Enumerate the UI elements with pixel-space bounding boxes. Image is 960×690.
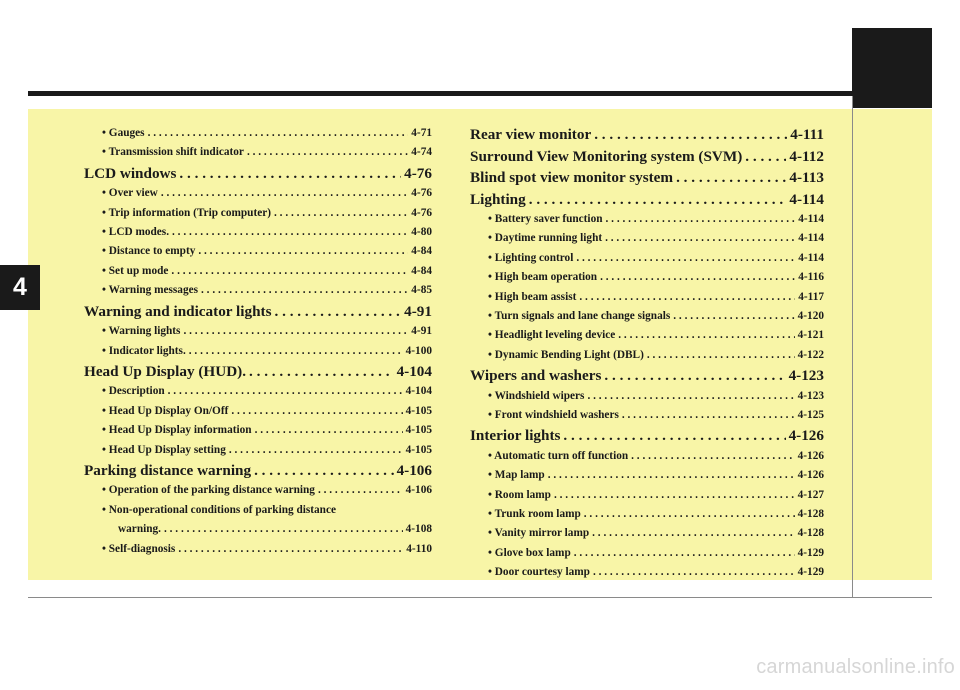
dot-leader [594,124,787,146]
dot-leader [647,346,795,365]
toc-page-number: 4-110 [406,542,432,555]
toc-entry-title: • Vanity mirror lamp [488,527,590,540]
toc-page-number: 4-105 [405,404,432,417]
toc-page-number: 4-108 [405,523,432,536]
dot-leader [179,163,401,185]
toc-page-number: 4-123 [788,367,824,385]
toc-entry-title: • Head Up Display information [102,424,252,437]
toc-entry-title: • Set up mode [102,264,169,277]
dot-leader [673,307,794,326]
toc-subsection-entry[interactable] [84,322,432,341]
toc-entry-title: • Glove box lamp [488,546,571,559]
toc-page-number: 4-126 [797,449,824,462]
toc-section-entry[interactable] [470,425,824,447]
toc-subsection-entry[interactable] [84,481,432,500]
toc-entry-title: • Head Up Display On/Off [102,404,229,417]
dot-leader [554,486,795,505]
dot-leader [318,481,403,500]
toc-page-number: 4-104 [405,385,432,398]
toc-entry-title: Parking distance warning [84,461,252,479]
toc-entry-title: • Operation of the parking distance warning [102,484,315,497]
corner-tab-block [852,28,932,108]
toc-entry-title: Interior lights [470,427,561,445]
toc-section-entry[interactable] [84,163,432,185]
dot-leader [255,421,403,440]
dot-leader [579,288,795,307]
toc-entry-title: • Lighting control [488,251,574,264]
toc-subsection-entry[interactable] [84,184,432,203]
toc-entry-title: • Battery saver function [488,213,603,225]
toc-entry-title: Head Up Display (HUD). [84,362,247,380]
dot-leader [587,387,794,406]
toc-subsection-entry[interactable] [470,326,824,345]
toc-page-number: 4-84 [411,245,432,258]
toc-page-number: 4-105 [405,424,432,437]
toc-page-number: 4-123 [797,389,824,402]
toc-subsection-entry[interactable] [84,382,432,401]
dot-leader [178,540,403,559]
toc-entry-continued[interactable]: • Non-operational conditions of parking distance [102,503,336,516]
toc-entry-title: • Distance to empty [102,245,196,258]
toc-section-entry[interactable] [470,167,824,189]
toc-page-number: 4-71 [411,127,432,139]
chapter-tab[interactable]: 4 [0,265,40,310]
toc-page-number: 4-113 [789,169,824,186]
toc-page-number: 4-106 [396,461,432,479]
dot-leader [164,520,403,539]
toc-page-number: 4-85 [411,284,432,297]
toc-page-number: 4-128 [797,508,824,521]
dot-leader [605,229,795,248]
dot-leader [249,361,394,383]
toc-section-entry[interactable] [470,124,824,146]
toc-page-number: 4-116 [798,271,824,284]
toc-subsection-entry[interactable] [84,223,432,242]
toc-page-number: 4-126 [788,427,824,445]
toc-page-number: 4-127 [797,488,824,501]
dot-leader [622,406,795,425]
toc-page-number: 4-121 [797,329,824,342]
toc-entry-title: Rear view monitor [470,126,592,143]
toc-entry-title: • Indicator lights. [102,344,186,357]
dot-leader [247,143,408,162]
toc-page-number: 4-128 [797,527,824,540]
dot-leader [745,146,786,168]
dot-leader [275,301,402,323]
toc-subsection-entry[interactable] [470,307,824,326]
dot-leader [189,342,403,361]
dot-leader [171,262,408,281]
toc-entry-title: • Daytime running light [488,232,603,245]
toc-subsection-entry[interactable] [470,346,824,365]
toc-entry-title: • Transmission shift indicator [102,146,244,159]
toc-page-number: 4-111 [790,126,824,143]
toc-entry-title: • Self-diagnosis [102,542,176,555]
toc-entry-title: • Windshield wipers [488,389,585,402]
toc-subsection-entry[interactable] [84,281,432,300]
toc-subsection-entry[interactable] [84,520,432,539]
toc-entry-title: • Gauges [102,127,145,139]
toc-subsection-entry[interactable] [84,262,432,281]
toc-page-number: 4-114 [798,251,824,264]
toc-entry-title: • High beam assist [488,290,577,303]
dot-leader [600,268,795,287]
toc-page-number: 4-100 [405,344,432,357]
toc-entry-title: • Description [102,385,165,398]
toc-section-entry[interactable] [84,460,432,482]
toc-page-number: 4-105 [405,443,432,456]
toc-page-number: 4-117 [798,290,824,303]
toc-page-number: 4-76 [411,187,432,200]
toc-entry-title: • Door courtesy lamp [488,566,590,579]
footer-rule [28,597,932,598]
dot-leader [584,505,795,524]
toc-subsection-entry[interactable] [470,563,824,582]
toc-section-entry[interactable] [470,365,824,387]
header-rule [28,91,932,96]
toc-entry-title: • Trunk room lamp [488,508,581,521]
toc-page-number: 4-106 [405,484,432,497]
toc-page-number: 4-74 [411,146,432,159]
toc-entry-title: Wipers and washers [470,367,602,385]
dot-leader [604,365,785,387]
toc-page-number: 4-122 [797,348,824,361]
toc-page-number: 4-125 [797,409,824,422]
dot-leader [548,466,795,485]
toc-entry-title: • Dynamic Bending Light (DBL) [488,348,644,361]
toc-page-number: 4-80 [411,226,432,239]
toc-subsection-entry[interactable] [84,402,432,421]
toc-subsection-entry[interactable] [84,342,432,361]
dot-leader [563,425,785,447]
toc-subsection-entry[interactable] [470,544,824,563]
toc-entry-title: Surround View Monitoring system (SVM) [470,147,743,165]
margin-rule [852,96,853,598]
toc-right-column [470,124,824,583]
toc-section-entry[interactable] [84,361,432,383]
toc-entry-title: • Turn signals and lane change signals [488,309,671,322]
toc-subsection-entry[interactable] [470,447,824,466]
toc-page-number: 4-114 [798,232,824,245]
toc-entry-title: • LCD modes. [102,226,170,239]
toc-section-entry[interactable] [470,146,824,168]
toc-subsection-entry[interactable] [470,249,824,268]
toc-subsection-entry[interactable] [470,387,824,406]
dot-leader [161,184,408,203]
dot-leader [676,167,786,189]
toc-entry-title: Blind spot view monitor system [470,169,674,186]
dot-leader [148,124,409,143]
toc-page-number: 4-84 [411,264,432,277]
toc-entry-title: Warning and indicator lights [84,302,272,320]
toc-section-entry[interactable] [470,189,824,211]
dot-leader [593,563,795,582]
toc-page-number: 4-91 [404,302,432,320]
dot-leader [574,544,795,563]
toc-subsection-entry[interactable] [470,268,824,287]
toc-page-number: 4-76 [411,206,432,219]
toc-entry-title: warning. [118,523,161,536]
dot-leader [576,249,795,268]
dot-leader [254,460,393,482]
site-watermark: carmanualsonline.info [756,656,955,678]
toc-subsection-entry[interactable] [470,524,824,543]
toc-subsection-entry[interactable] [84,143,432,162]
toc-subsection-entry[interactable] [84,421,432,440]
toc-subsection-entry[interactable] [470,210,824,229]
toc-entry-title: • Map lamp [488,469,545,482]
toc-subsection-entry[interactable] [470,505,824,524]
dot-leader [631,447,794,466]
toc-subsection-entry[interactable] [470,486,824,505]
toc-subsection-entry[interactable] [84,204,432,223]
toc-page-number: 4-129 [797,546,824,559]
toc-page-number: 4-112 [789,147,824,165]
toc-entry-title: • Over view [102,187,158,200]
dot-leader [183,322,408,341]
toc-page-number: 4-76 [404,164,432,182]
toc-subsection-entry[interactable] [84,441,432,460]
toc-subsection-entry[interactable] [470,229,824,248]
dot-leader [172,223,408,242]
toc-page-number: 4-129 [797,566,824,579]
toc-subsection-entry[interactable] [470,406,824,425]
dot-leader [606,210,796,229]
dot-leader [229,441,403,460]
toc-entry-title: • Automatic turn off function [488,449,629,462]
dot-leader [198,242,408,261]
toc-entry-title: LCD windows [84,164,177,182]
dot-leader [274,204,408,223]
toc-subsection-entry[interactable] [470,288,824,307]
toc-page-number: 4-126 [797,469,824,482]
toc-entry-title: • Headlight leveling device [488,329,616,342]
toc-page-number: 4-114 [798,213,824,225]
toc-subsection-entry[interactable] [84,124,432,143]
toc-entry-title: Lighting [470,190,526,208]
dot-leader [201,281,408,300]
toc-page-number: 4-120 [797,309,824,322]
toc-section-entry[interactable] [84,301,432,323]
toc-page-number: 4-114 [789,190,824,208]
dot-leader [592,524,795,543]
toc-page-number: 4-91 [411,325,432,338]
toc-entry-title: • Warning messages [102,284,199,297]
toc-left-column [84,124,432,559]
toc-entry-title: • High beam operation [488,271,598,284]
toc-entry-title: • Trip information (Trip computer) [102,206,272,219]
dot-leader [529,189,787,211]
dot-leader [618,326,794,345]
toc-entry-title: • Room lamp [488,488,551,501]
toc-subsection-entry[interactable] [84,540,432,559]
toc-page-number: 4-104 [396,362,432,380]
toc-entry-title: • Head Up Display setting [102,443,226,456]
toc-subsection-entry[interactable] [84,242,432,261]
toc-entry-title: • Warning lights [102,325,181,338]
toc-entry-title: • Front windshield washers [488,409,619,422]
dot-leader [168,382,403,401]
toc-subsection-entry[interactable] [470,466,824,485]
dot-leader [231,402,402,421]
